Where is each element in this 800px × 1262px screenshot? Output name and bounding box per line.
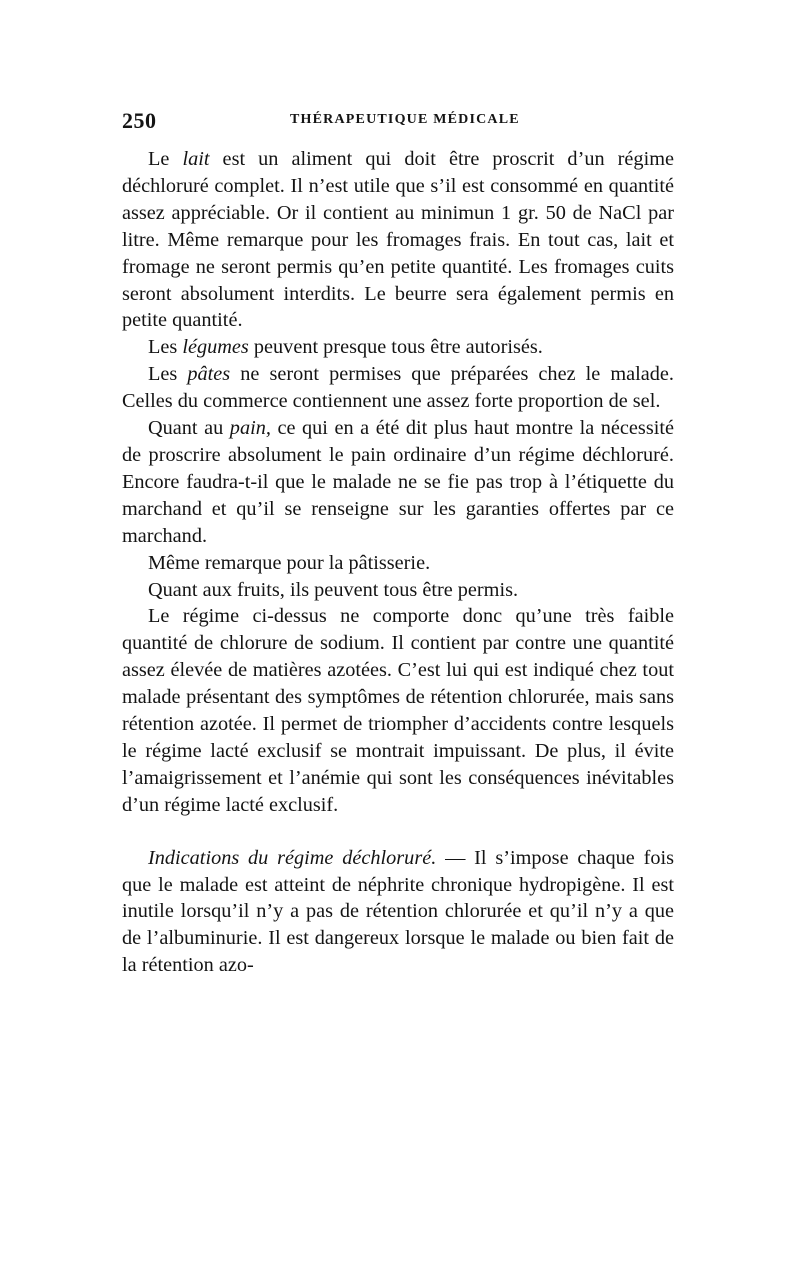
paragraph-pates: Les pâtes ne seront permises que préparées chez le malade. Celles du commerce contiennent une assez forte proportion de sel.	[122, 363, 675, 413]
running-title: THÉRAPEUTIQUE MÉDICALE	[290, 112, 520, 127]
body-text	[122, 146, 674, 979]
paragraph-patisserie: Même remarque pour la pâtisserie.	[148, 551, 431, 574]
paragraph-legumes: Les légumes peuvent presque tous être autorisés.	[148, 336, 543, 359]
paragraph-pain: Quant au pain, ce qui en a été dit plus haut montre la nécessité de proscrire absolument le pain ordinaire d’un régime déchloruré. Encore faudra-t-il que le malade ne se fie pas trop à l’étiquette du marchand et qu’il se renseigne sur les garanties offertes par ce marchand.	[122, 417, 674, 547]
paragraph-indications: Indications du régime déchloruré. — Il s’impose chaque fois que le malade est atteint de néphrite chronique hydropigène. Il est inutile lorsqu’il n’y a pas de rétention chlorurée et qu’il n’y a que de l’albuminurie. Il est dangereux lorsque le malade ou bien fait de la rétention azo-	[122, 846, 675, 977]
page-number: 250	[122, 108, 157, 133]
paragraph-fruits: Quant aux fruits, ils peuvent tous être permis.	[148, 578, 519, 601]
running-head	[122, 108, 674, 138]
book-page	[122, 108, 674, 979]
paragraph-regime-summary: Le régime ci-dessus ne comporte donc qu’une très faible quantité de chlorure de sodium. Il contient par contre une quantité assez élevée de matières azotées. C’est lui qui est indiqué chez tout malade présentant des symptômes de rétention chlorurée, mais sans rétention azotée. Il permet de triompher d’accidents contre lesquels le régime lacté exclusif se montrait impuissant. De plus, il évite l’amaigrissement et l’anémie qui sont les conséquences inévitables d’un régime lacté exclusif.	[122, 605, 674, 816]
paragraph-lait: Le lait est un aliment qui doit être proscrit d’un régime déchloruré complet. Il n’est utile que s’il est consommé en quantité assez appréciable. Or il contient au minimun 1 gr. 50 de NaCl par litre. Même remarque pour les fromages frais. En tout cas, lait et fromage ne seront permis qu’en petite quantité. Les fromages cuits seront absolument interdits. Le beurre sera également permis en petite quantité.	[122, 148, 674, 332]
